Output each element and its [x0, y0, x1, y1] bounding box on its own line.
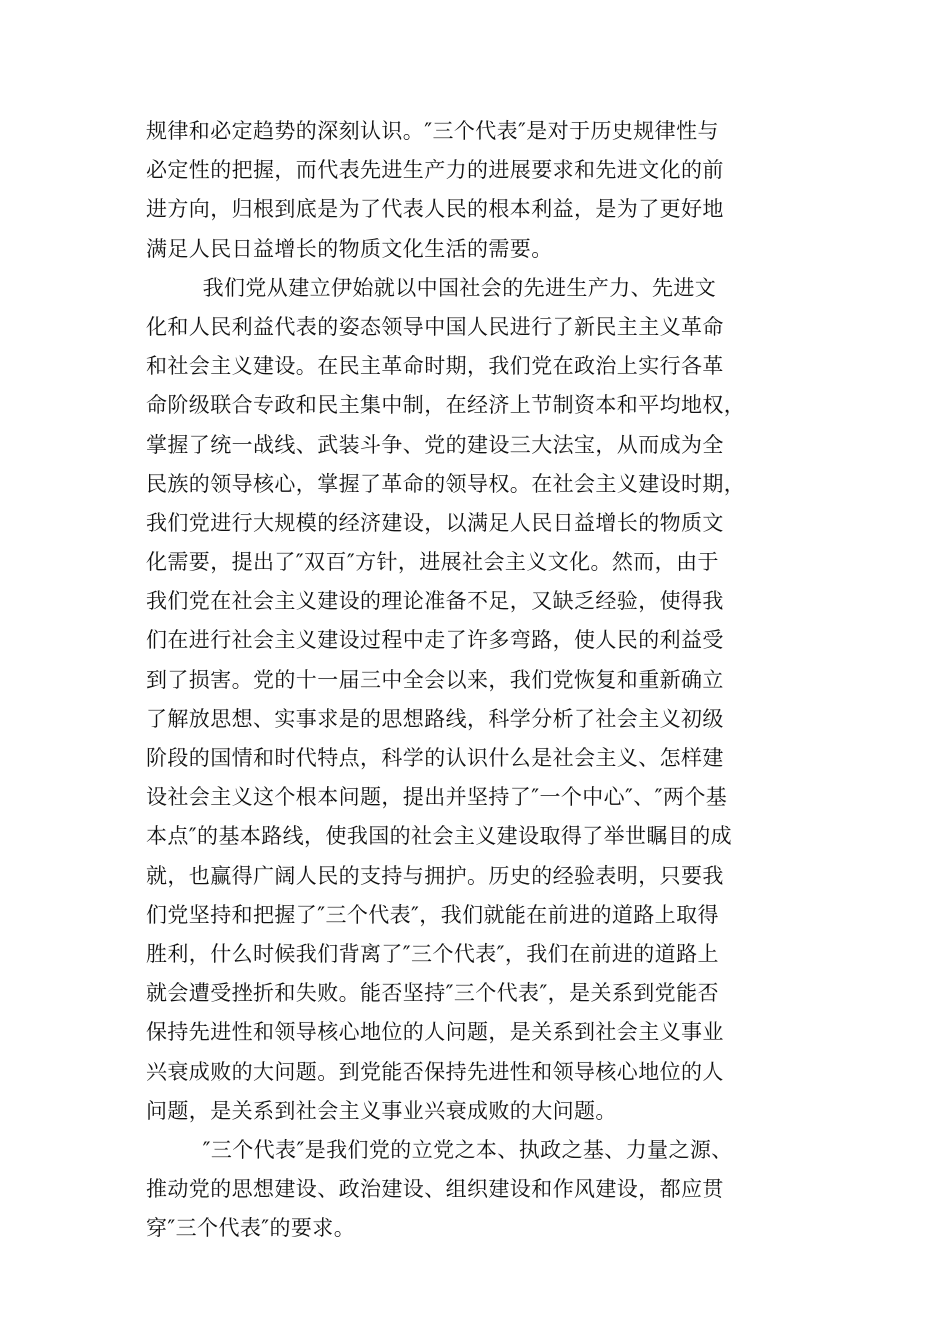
- text-line: 问题，是关系到社会主义事业兴衰成败的大问题。: [146, 1098, 617, 1123]
- text-line: 规律和必定趋势的深刻认识。″三个代表″是对于历史规律性与: [146, 119, 719, 143]
- text-line: 兴衰成败的大问题。到党能否保持先进性和领导核心地位的人: [146, 1059, 724, 1084]
- text-line: 们党坚持和把握了″三个代表″，我们就能在前进的道路上取得: [146, 902, 719, 927]
- text-line: 和社会主义建设。在民主革命时期，我们党在政治上实行各革: [146, 354, 724, 379]
- text-line: 本点″的基本路线，使我国的社会主义建设取得了举世瞩目的成: [146, 824, 733, 849]
- text-line: 们在进行社会主义建设过程中走了许多弯路，使人民的利益受: [146, 628, 724, 653]
- text-line: 保持先进性和领导核心地位的人问题，是关系到社会主义事业: [146, 1020, 724, 1045]
- text-line: 进方向，归根到底是为了代表人民的根本利益，是为了更好地: [146, 197, 724, 222]
- text-line: 到了损害。党的十一届三中全会以来，我们党恢复和重新确立: [146, 667, 724, 692]
- text-line: 我们党进行大规模的经济建设，以满足人民日益增长的物质文: [146, 510, 724, 535]
- text-line: 了解放思想、实事求是的思想路线，科学分析了社会主义初级: [146, 706, 724, 731]
- text-line: 满足人民日益增长的物质文化生活的需要。: [146, 236, 553, 261]
- text-line: 推动党的思想建设、政治建设、组织建设和作风建设，都应贯: [146, 1177, 724, 1202]
- text-line: 阶段的国情和时代特点，科学的认识什么是社会主义、怎样建: [146, 746, 724, 770]
- text-line: 民族的领导核心，掌握了革命的领导权。在社会主义建设时期，: [146, 471, 746, 496]
- text-line: 就会遭受挫折和失败。能否坚持″三个代表″，是关系到党能否: [146, 981, 719, 1006]
- paragraph-first-line: ″三个代表″是我们党的立党之本、执政之基、力量之源、: [146, 1137, 733, 1162]
- body-text: [146, 112, 826, 1248]
- paragraph-first-line: 我们党从建立伊始就以中国社会的先进生产力、先进文: [146, 275, 717, 300]
- text-line: 穿″三个代表″的要求。: [146, 1216, 356, 1241]
- text-line: 我们党在社会主义建设的理论准备不足，又缺乏经验，使得我: [146, 589, 724, 614]
- text-line: 胜利，什么时候我们背离了″三个代表″，我们在前进的道路上: [146, 941, 719, 966]
- text-line: 设社会主义这个根本问题，提出并坚持了″一个中心″、″两个基: [146, 785, 728, 810]
- text-line: 必定性的把握，而代表先进生产力的进展要求和先进文化的前: [146, 158, 724, 183]
- text-line: 掌握了统一战线、武装斗争、党的建设三大法宝，从而成为全: [146, 432, 724, 457]
- text-line: 化需要，提出了″双百″方针，进展社会主义文化。然而，由于: [146, 550, 719, 575]
- text-line: 命阶级联合专政和民主集中制，在经济上节制资本和平均地权，: [146, 393, 746, 418]
- text-line: 化和人民利益代表的姿态领导中国人民进行了新民主主义革命: [146, 314, 724, 339]
- text-line: 就，也赢得广阔人民的支持与拥护。历史的经验表明，只要我: [146, 863, 724, 888]
